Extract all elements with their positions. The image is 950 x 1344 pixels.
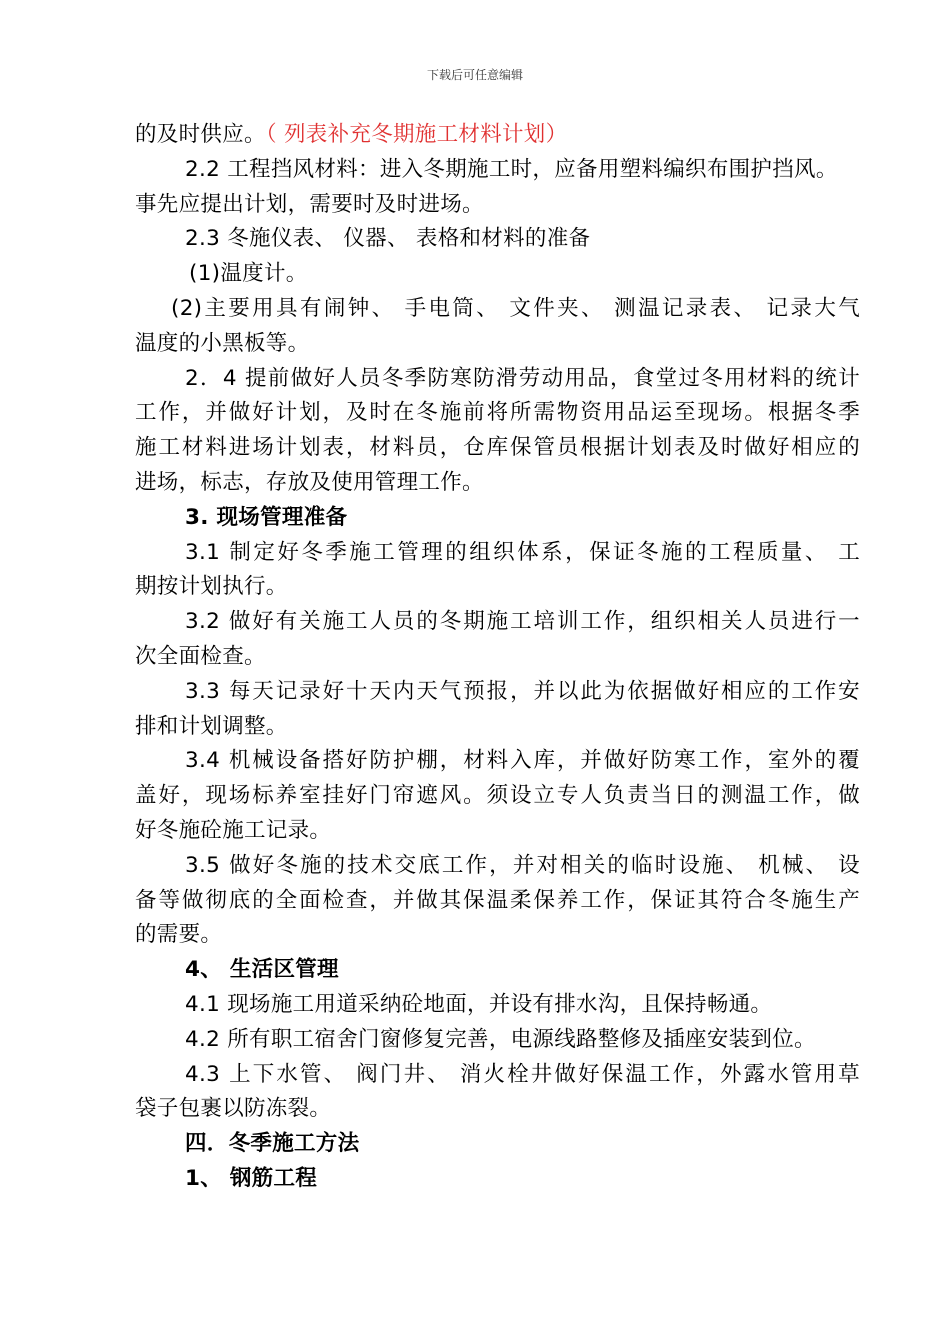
item-3-4-cont-1: 盖好，现场标养室挂好门帘遮风。须设立专人负责当日的测温工作，做 — [135, 783, 860, 809]
item-3-5-cont-1: 备等做彻底的全面检查，并做其保温柔保养工作，保证其符合冬施生产 — [135, 887, 860, 913]
item-3-1: 3.1 制定好冬季施工管理的组织体系，保证冬施的工程质量、 工 — [185, 539, 860, 565]
item-2-3: 2.3 冬施仪表、 仪器、 表格和材料的准备 — [185, 226, 591, 252]
item-2-3-2-cont: 温度的小黑板等。 — [135, 330, 310, 356]
item-4-2: 4.2 所有职工宿舍门窗修复完善，电源线路整修及插座安装到位。 — [185, 1026, 816, 1052]
subsection-1-heading: 1、 钢筋工程 — [185, 1165, 318, 1191]
item-3-2-cont: 次全面检查。 — [135, 643, 266, 669]
page-header: 下载后可任意编辑 — [426, 68, 523, 82]
item-4-3-cont: 袋子包裹以防冻裂。 — [135, 1096, 332, 1122]
item-3-1-cont: 期按计划执行。 — [135, 574, 288, 600]
item-4-1: 4.1 现场施工用道采纳砼地面，并设有排水沟，且保持畅通。 — [185, 991, 773, 1017]
item-3-5-cont-2: 的需要。 — [135, 922, 223, 948]
item-2-4-cont-1: 工作，并做好计划，及时在冬施前将所需物资用品运至现场。根据冬季 — [135, 400, 860, 426]
item-3-5: 3.5 做好冬施的技术交底工作，并对相关的临时设施、 机械、 设 — [185, 852, 860, 878]
section-4-heading: 4、 生活区管理 — [185, 957, 339, 983]
item-2-2: 2.2 工程挡风材料：进入冬期施工时，应备用塑料编织布围护挡风。 — [185, 156, 838, 182]
item-2-4: 2．4 提前做好人员冬季防寒防滑劳动用品，食堂过冬用材料的统计 — [185, 365, 860, 391]
text-line-supply — [135, 118, 860, 153]
line-text: 的及时供应。 — [135, 122, 266, 147]
item-2-3-2: (2)主要用具有闹钟、 手电筒、 文件夹、 测温记录表、 记录大气 — [171, 295, 860, 321]
document-body — [135, 118, 860, 1197]
item-3-4-cont-2: 好冬施砼施工记录。 — [135, 817, 332, 843]
item-2-3-1: (1)温度计。 — [189, 261, 308, 287]
item-4-3: 4.3 上下水管、 阀门井、 消火栓井做好保温工作，外露水管用草 — [185, 1061, 860, 1087]
section-3-heading: 3. 现场管理准备 — [185, 504, 348, 530]
item-2-4-cont-2: 施工材料进场计划表，材料员，仓库保管员根据计划表及时做好相应的 — [135, 435, 860, 461]
item-3-3: 3.3 每天记录好十天内天气预报，并以此为依据做好相应的工作安 — [185, 678, 860, 704]
item-2-4-cont-3: 进场，标志，存放及使用管理工作。 — [135, 469, 484, 495]
item-3-3-cont: 排和计划调整。 — [135, 713, 288, 739]
item-3-2: 3.2 做好有关施工人员的冬期施工培训工作，组织相关人员进行一 — [185, 609, 860, 635]
item-2-2-cont: 事先应提出计划，需要时及时进场。 — [135, 191, 484, 217]
red-annotation: （ 列表补充冬期施工材料计划） — [265, 122, 568, 147]
item-3-4: 3.4 机械设备搭好防护棚，材料入库，并做好防寒工作，室外的覆 — [185, 748, 860, 774]
chapter-4-heading: 四．冬季施工方法 — [185, 1131, 360, 1157]
